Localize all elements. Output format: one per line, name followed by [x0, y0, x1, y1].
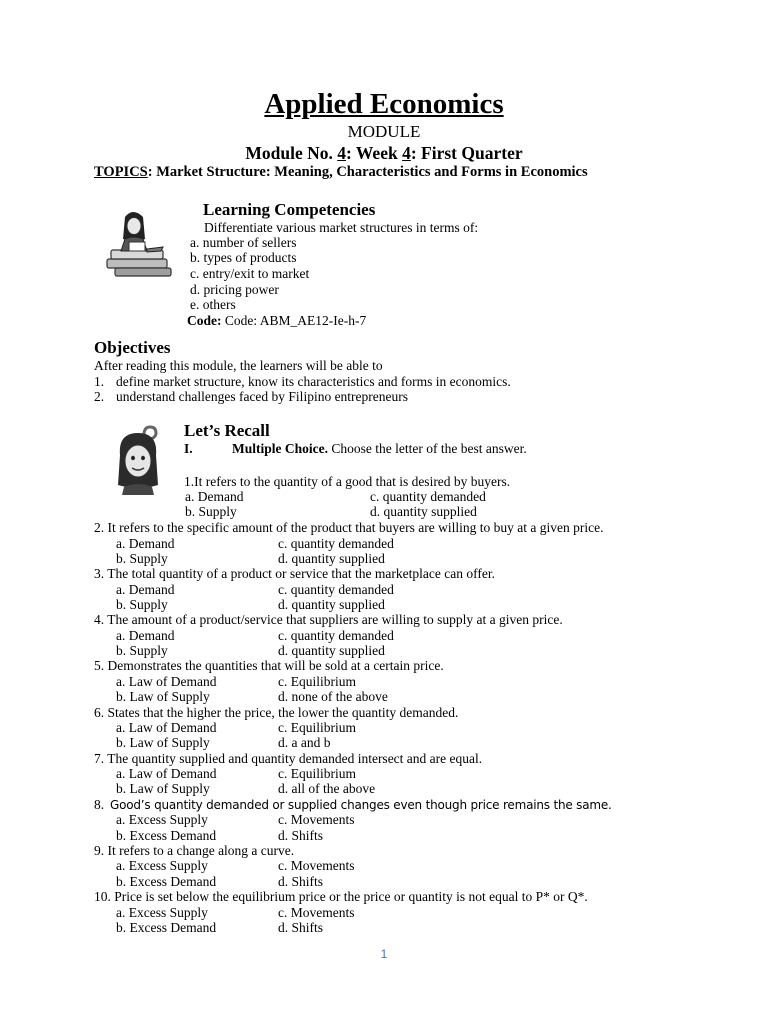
page-number: 1: [380, 947, 388, 961]
choice-c: c. quantity demanded: [278, 536, 394, 551]
objective-text: define market structure, know its characteristics and forms in economics.: [116, 374, 511, 389]
module-number-line: Module No. 4: Week 4: First Quarter: [245, 143, 523, 163]
competency-item: c. entry/exit to market: [190, 266, 310, 281]
choice-b: b. Supply: [116, 551, 168, 566]
choice-a: a. Excess Supply: [116, 905, 208, 920]
question-text: Good’s quantity demanded or supplied changes even though price remains the same.: [110, 798, 612, 812]
choice-c: c. quantity demanded: [278, 628, 394, 643]
choice-b: b. Excess Demand: [116, 920, 217, 935]
reading-woman-illustration: [103, 209, 175, 279]
choice-c: c. Equilibrium: [278, 674, 356, 689]
choice-d: d. a and b: [278, 735, 331, 750]
question-text: 4. The amount of a product/service that suppliers are willing to supply at a given price.: [94, 612, 563, 627]
competencies-intro: Differentiate various market structures in terms of:: [204, 220, 479, 235]
choice-c: c. quantity demanded: [370, 489, 486, 504]
choice-b: b. Supply: [116, 597, 168, 612]
competency-item: b. types of products: [190, 250, 297, 265]
document-title: Applied Economics: [264, 88, 504, 120]
module-label: MODULE: [347, 122, 421, 141]
choice-c: c. Movements: [278, 858, 355, 873]
choice-a: a. Law of Demand: [116, 766, 217, 781]
choice-b: b. Supply: [185, 504, 237, 519]
competencies-heading: Learning Competencies: [203, 200, 376, 219]
competency-item: a. number of sellers: [190, 235, 297, 250]
question-text: 9. It refers to a change along a curve.: [94, 843, 295, 858]
objective-number: 2.: [94, 389, 105, 404]
question-text: 10. Price is set below the equilibrium price or the price or quantity is not equal to P* or Q*.: [94, 889, 588, 904]
choice-b: b. Law of Supply: [116, 781, 210, 796]
competency-item: e. others: [190, 297, 236, 312]
thinking-woman-illustration: [110, 425, 170, 495]
choice-d: d. Shifts: [278, 920, 324, 935]
choice-c: c. Equilibrium: [278, 766, 356, 781]
choice-d: d. quantity supplied: [278, 551, 385, 566]
choice-a: a. Excess Supply: [116, 812, 208, 827]
choice-a: a. Demand: [185, 489, 244, 504]
choice-d: d. Shifts: [278, 874, 324, 889]
choice-d: d. quantity supplied: [370, 504, 477, 519]
question-text: 5. Demonstrates the quantities that will be sold at a certain price.: [94, 658, 444, 673]
choice-b: b. Excess Demand: [116, 874, 217, 889]
question-text: 6. States that the higher the price, the lower the quantity demanded.: [94, 705, 459, 720]
choice-b: b. Law of Supply: [116, 689, 210, 704]
choice-a: a. Demand: [116, 536, 175, 551]
topics-line: TOPICS: Market Structure: Meaning, Characteristics and Forms in Economics: [94, 164, 588, 180]
competency-code: Code: Code: ABM_AE12-Ie-h-7: [187, 313, 367, 328]
question-text: 7. The quantity supplied and quantity demanded intersect and are equal.: [94, 751, 483, 766]
choice-c: c. quantity demanded: [278, 582, 394, 597]
choice-b: b. Law of Supply: [116, 735, 210, 750]
choice-c: c. Movements: [278, 905, 355, 920]
part-instructions: Multiple Choice. Choose the letter of the best answer.: [232, 441, 527, 456]
choice-a: a. Demand: [116, 628, 175, 643]
choice-a: a. Demand: [116, 582, 175, 597]
choice-a: a. Law of Demand: [116, 720, 217, 735]
choice-a: a. Law of Demand: [116, 674, 217, 689]
choice-d: d. all of the above: [278, 781, 376, 796]
objectives-heading: Objectives: [94, 338, 171, 357]
recall-heading: Let’s Recall: [184, 421, 270, 440]
choice-b: b. Supply: [116, 643, 168, 658]
choice-a: a. Excess Supply: [116, 858, 208, 873]
question-text: 2. It refers to the specific amount of the product that buyers are willing to buy at a given price.: [94, 520, 604, 535]
objective-number: 1.: [94, 374, 105, 389]
question-text: 1.It refers to the quantity of a good that is desired by buyers.: [184, 474, 511, 489]
choice-c: c. Movements: [278, 812, 355, 827]
part-number: I.: [184, 441, 193, 456]
competency-item: d. pricing power: [190, 282, 279, 297]
choice-d: d. quantity supplied: [278, 597, 385, 612]
objective-text: understand challenges faced by Filipino entrepreneurs: [116, 389, 409, 404]
choice-d: d. none of the above: [278, 689, 388, 704]
choice-d: d. quantity supplied: [278, 643, 385, 658]
choice-c: c. Equilibrium: [278, 720, 356, 735]
choice-d: d. Shifts: [278, 828, 324, 843]
choice-b: b. Excess Demand: [116, 828, 217, 843]
question-number: 8.: [94, 797, 105, 812]
objectives-intro: After reading this module, the learners will be able to: [94, 358, 383, 373]
question-text: 3. The total quantity of a product or service that the marketplace can offer.: [94, 566, 495, 581]
